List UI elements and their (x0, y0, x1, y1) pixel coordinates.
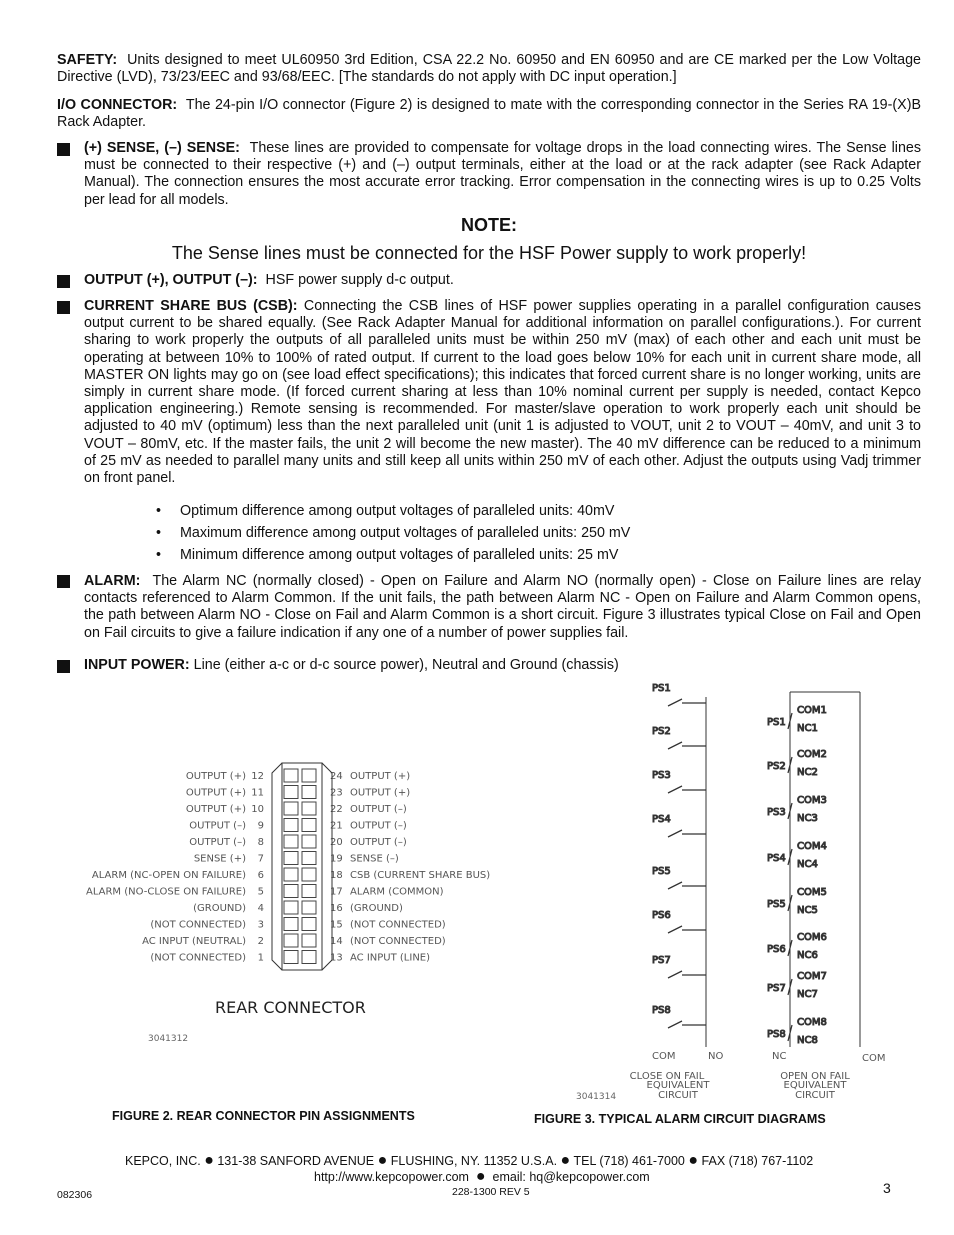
bullet-dot-icon: ● (377, 1152, 388, 1169)
input-power-label: INPUT POWER: (84, 657, 190, 673)
pin-number-right: 23 (330, 787, 343, 799)
safety-text: Units designed to meet UL60950 3rd Edition, CSA 22.2 No. 60950 and EN 60950 and are CE marked per the Low Voltage Directive (LVD), 73/23/EEC and 93/68/EEC. [The standards do not apply with DC input operation.] (57, 52, 921, 86)
pin-socket (302, 934, 316, 947)
csb-bullet-text: Maximum difference among output voltages of paralleled units: 250 mV (180, 525, 631, 541)
rear-connector-diagram (60, 755, 530, 1055)
pin-label-left: SENSE (+) (193, 853, 246, 865)
pin-number-left: 3 (257, 919, 264, 931)
safety-label: SAFETY: (57, 52, 118, 68)
bullet-square-icon (57, 575, 70, 588)
bullet-dot-icon: ● (475, 1168, 486, 1185)
ps-label-open-on-fail: PS2 (767, 761, 786, 772)
figure2-caption: FIGURE 2. REAR CONNECTOR PIN ASSIGNMENTS (112, 1109, 415, 1123)
open-on-fail-caption-2: EQUIVALENT (783, 1080, 847, 1091)
io-connector-text: The 24-pin I/O connector (Figure 2) is designed to mate with the corresponding connector in the Series RA 19-(X)B Rack Adapter. (57, 97, 921, 131)
alarm-paragraph (84, 573, 921, 642)
pin-number-left: 2 (257, 936, 264, 947)
left-no-label: NO (708, 1051, 724, 1062)
pin-label-right: OUTPUT (+) (350, 787, 411, 799)
footer-date-code: 082306 (57, 1189, 93, 1201)
pin-label-right: SENSE (–) (350, 853, 399, 865)
pin-number-right: 14 (330, 936, 343, 947)
sense-paragraph (84, 140, 921, 209)
pin-label-right: (NOT CONNECTED) (350, 936, 446, 947)
rear-connector-title: REAR CONNECTOR (215, 998, 366, 1017)
switch-icon (668, 926, 682, 933)
nc-label: NC6 (797, 950, 818, 961)
nc-label: NC3 (797, 813, 818, 824)
bullet-dot-icon: ● (560, 1152, 571, 1169)
ps-label-open-on-fail: PS6 (767, 944, 786, 955)
right-nc-label: NC (772, 1051, 787, 1062)
pin-label-right: AC INPUT (LINE) (350, 952, 431, 964)
pin-label-left: (NOT CONNECTED) (150, 952, 246, 964)
ps-label-close-on-fail: PS1 (652, 683, 671, 694)
switch-icon (668, 699, 682, 706)
pin-label-left: OUTPUT (+) (185, 787, 246, 799)
pin-number-right: 20 (330, 837, 343, 848)
bullet-square-icon (57, 143, 70, 156)
pin-socket (284, 934, 298, 947)
output-paragraph (84, 272, 921, 289)
nc-label: NC4 (797, 859, 818, 870)
pin-socket (284, 885, 298, 898)
switch-icon (668, 971, 682, 978)
figure2-code: 3041312 (148, 1034, 189, 1044)
pin-number-left: 1 (257, 952, 264, 964)
csb-bullet-1: • Optimum difference among output voltages of paralleled units: 40mV (156, 503, 615, 519)
sense-text: These lines are provided to compensate for voltage drops in the load connecting wires. The Sense lines must be connected to their respective (+) and (–) output terminals, either at the load or at the rack adapter (see Rack Adapter Manual). The connection ensures the most accurate error tracking. Error compensation in the connecting wires is up to 0.25 Volts per lead for all models. (84, 140, 921, 208)
csb-text: Connecting the CSB lines of HSF power supplies operating in a parallel configuration causes output current to be shared equally. (See Rack Adapter Manual for additional information on parallel configurations.). For current sharing to work properly the outputs of all paralleled units must be within 250 mV (max) of each other and each unit must be operating at between 10% to 100% of rated output. If current to the load goes below 10% for each unit in current share mode, all MASTER ON lights may go on (see load effect specifications); this indicates that forced current share is no longer working, units are simply in current share mode. (If forced current sharing at less than 10% nominal current per supply is needed, contact Kepco application engineering.) Remote sensing is recommended. For master/slave operation to work properly each unit should be adjusted to 40 mV (optimum) less than the next paralleled unit (unit 1 is adjusted to VOUT, unit 2 to VOUT – 40mV, and unit 3 to VOUT – 80mV, etc. If the master fails, the unit 2 will become the new master). The 40 mV difference can be reduced to a minimum of 25 mV as needed to parallel many units and still keep all units within 250 mV of each other. Adjust the outputs using Vadj trimmer on front panel. (84, 298, 921, 487)
pin-socket (284, 802, 298, 815)
csb-bullet-2: • Maximum difference among output voltages of paralleled units: 250 mV (156, 525, 631, 541)
bullet-square-icon (57, 301, 70, 314)
pin-label-right: (NOT CONNECTED) (350, 919, 446, 931)
pin-number-right: 15 (330, 919, 343, 931)
pin-label-left: ALARM (NC-OPEN ON FAILURE) (91, 870, 246, 881)
pin-number-left: 8 (257, 837, 264, 848)
note-text: The Sense lines must be connected for the HSF Power supply to work properly! (171, 243, 807, 263)
switch-icon (668, 830, 682, 837)
pin-label-left: (NOT CONNECTED) (150, 919, 246, 931)
footer-city: FLUSHING, NY. 11352 U.S.A. (390, 1154, 558, 1168)
ps-label-open-on-fail: PS4 (767, 853, 786, 864)
nc-label: NC1 (797, 723, 818, 734)
note-title: NOTE: (461, 215, 517, 235)
pin-number-left: 4 (257, 903, 264, 914)
pin-label-left: OUTPUT (–) (189, 820, 246, 832)
footer-company: KEPCO, INC. (125, 1154, 201, 1168)
pin-number-left: 5 (257, 886, 264, 898)
pin-socket (284, 835, 298, 848)
pin-socket (302, 885, 316, 898)
open-on-fail-caption-3: CIRCUIT (795, 1090, 835, 1101)
pin-socket (302, 769, 316, 782)
pin-number-right: 24 (330, 771, 343, 782)
pin-label-right: OUTPUT (–) (350, 804, 407, 815)
pin-number-left: 11 (251, 787, 264, 799)
pin-socket (284, 786, 298, 799)
pin-socket (284, 951, 298, 964)
ps-label-open-on-fail: PS8 (767, 1029, 786, 1040)
open-on-fail-caption-1: OPEN ON FAIL (780, 1071, 850, 1082)
footer-email-link[interactable]: email: hq@kepcopower.com (492, 1170, 650, 1184)
io-connector-label: I/O CONNECTOR: (57, 97, 178, 113)
pin-socket (284, 901, 298, 914)
close-on-fail-caption-3: CIRCUIT (658, 1090, 698, 1101)
pin-socket (302, 852, 316, 865)
pin-label-right: OUTPUT (–) (350, 837, 407, 848)
input-power-paragraph (84, 657, 921, 674)
bullet-dot-icon: ● (204, 1152, 214, 1169)
pin-socket (302, 918, 316, 931)
sense-label: (+) SENSE, (–) SENSE: (84, 140, 240, 156)
nc-label: NC2 (797, 767, 818, 778)
ps-label-close-on-fail: PS7 (652, 955, 671, 966)
bullet-square-icon (57, 660, 70, 673)
pin-label-right: ALARM (COMMON) (350, 886, 444, 898)
nc-label: NC7 (797, 989, 818, 1000)
ps-label-open-on-fail: PS1 (767, 717, 786, 728)
pin-socket (284, 918, 298, 931)
right-com-label: COM (862, 1053, 886, 1064)
pin-number-right: 19 (330, 853, 343, 865)
pin-socket (302, 786, 316, 799)
ps-label-open-on-fail: PS7 (767, 983, 786, 994)
csb-bullet-3: • Minimum difference among output voltages of paralleled units: 25 mV (156, 547, 619, 563)
figure3-code: 3041314 (576, 1092, 617, 1102)
com-label: COM4 (797, 841, 827, 852)
ps-label-close-on-fail: PS5 (652, 866, 671, 877)
ps-label-close-on-fail: PS6 (652, 910, 671, 921)
pin-label-right: OUTPUT (+) (350, 771, 411, 782)
input-power-text: Line (either a-c or d-c source power), Neutral and Ground (chassis) (193, 657, 619, 673)
switch-icon (668, 742, 682, 749)
alarm-text: The Alarm NC (normally closed) - Open on Failure and Alarm NO (normally open) - Close on Failure lines are relay contacts referenced to Alarm Common. If the unit fails, the path between Alarm NC - Open on Failure and Alarm Common opens, the path between Alarm NO - Close on Fail and Alarm Common is a short circuit. Figure 3 illustrates typical Close on Fail and Open on Fail circuits to give a failure indication if any one of a number of power supplies fail. (84, 573, 921, 641)
pin-number-left: 9 (257, 820, 264, 832)
left-com-label: COM (652, 1051, 676, 1062)
com-label: COM3 (797, 795, 827, 806)
bullet-square-icon (57, 275, 70, 288)
pin-number-right: 16 (330, 903, 343, 914)
ps-label-close-on-fail: PS4 (652, 814, 671, 825)
com-label: COM6 (797, 932, 827, 943)
pin-number-left: 10 (251, 804, 264, 815)
footer-tel: TEL (718) 461-7000 (573, 1154, 685, 1168)
pin-number-right: 22 (330, 804, 343, 815)
pin-number-right: 13 (330, 952, 343, 964)
csb-paragraph (84, 298, 921, 487)
switch-icon (668, 882, 682, 889)
pin-socket (302, 901, 316, 914)
pin-socket (302, 819, 316, 832)
pin-label-left: ALARM (NO-CLOSE ON FAILURE) (85, 886, 246, 898)
pin-socket (284, 868, 298, 881)
pin-label-left: OUTPUT (+) (185, 804, 246, 815)
pin-label-left: (GROUND) (193, 903, 246, 914)
switch-icon (668, 1021, 682, 1028)
alarm-circuit-diagram (570, 677, 900, 1107)
footer-fax: FAX (718) 767-1102 (701, 1154, 814, 1168)
close-on-fail-caption-1: CLOSE ON FAIL (629, 1071, 705, 1082)
pin-socket (284, 769, 298, 782)
pin-number-right: 21 (330, 820, 343, 832)
pin-label-left: OUTPUT (+) (185, 771, 246, 782)
alarm-label: ALARM: (84, 573, 141, 589)
nc-label: NC8 (797, 1035, 818, 1046)
output-label: OUTPUT (+), OUTPUT (–): (84, 272, 258, 288)
pin-label-right: CSB (CURRENT SHARE BUS) (350, 870, 491, 881)
pin-label-left: OUTPUT (–) (189, 837, 246, 848)
io-connector-paragraph (57, 97, 921, 131)
csb-bullet-text: Optimum difference among output voltages of paralleled units: 40mV (180, 503, 615, 519)
footer-doc-number: 228-1300 REV 5 (452, 1186, 530, 1198)
pin-socket (302, 951, 316, 964)
pin-socket (302, 835, 316, 848)
safety-paragraph (57, 52, 921, 86)
output-text: HSF power supply d-c output. (265, 272, 454, 288)
nc-label: NC5 (797, 905, 818, 916)
pin-number-right: 17 (330, 886, 343, 898)
pin-number-left: 12 (251, 771, 264, 782)
pin-label-left: AC INPUT (NEUTRAL) (142, 936, 246, 947)
pin-number-left: 7 (257, 853, 264, 865)
pin-socket (284, 852, 298, 865)
ps-label-open-on-fail: PS5 (767, 899, 786, 910)
com-label: COM5 (797, 887, 827, 898)
pin-socket (302, 802, 316, 815)
page-number: 3 (883, 1180, 891, 1196)
pin-label-right: OUTPUT (–) (350, 820, 407, 832)
com-label: COM1 (797, 705, 827, 716)
ps-label-open-on-fail: PS3 (767, 807, 786, 818)
ps-label-close-on-fail: PS8 (652, 1005, 671, 1016)
csb-label: CURRENT SHARE BUS (CSB): (84, 298, 298, 314)
ps-label-close-on-fail: PS3 (652, 770, 671, 781)
com-label: COM2 (797, 749, 827, 760)
pin-label-right: (GROUND) (350, 903, 403, 914)
switch-icon (668, 786, 682, 793)
pin-number-right: 18 (330, 870, 343, 881)
bullet-dot-icon: ● (688, 1152, 699, 1169)
com-label: COM8 (797, 1017, 827, 1028)
close-on-fail-caption-2: EQUIVALENT (646, 1080, 710, 1091)
csb-bullet-text: Minimum difference among output voltages of paralleled units: 25 mV (180, 547, 619, 563)
pin-socket (284, 819, 298, 832)
figure3-caption: FIGURE 3. TYPICAL ALARM CIRCUIT DIAGRAMS (534, 1112, 826, 1126)
footer-web-link[interactable]: http://www.kepcopower.com (314, 1170, 469, 1184)
footer-address: 131-38 SANFORD AVENUE (217, 1154, 375, 1168)
pin-socket (302, 868, 316, 881)
ps-label-close-on-fail: PS2 (652, 726, 671, 737)
pin-number-left: 6 (257, 870, 264, 881)
com-label: COM7 (797, 971, 827, 982)
